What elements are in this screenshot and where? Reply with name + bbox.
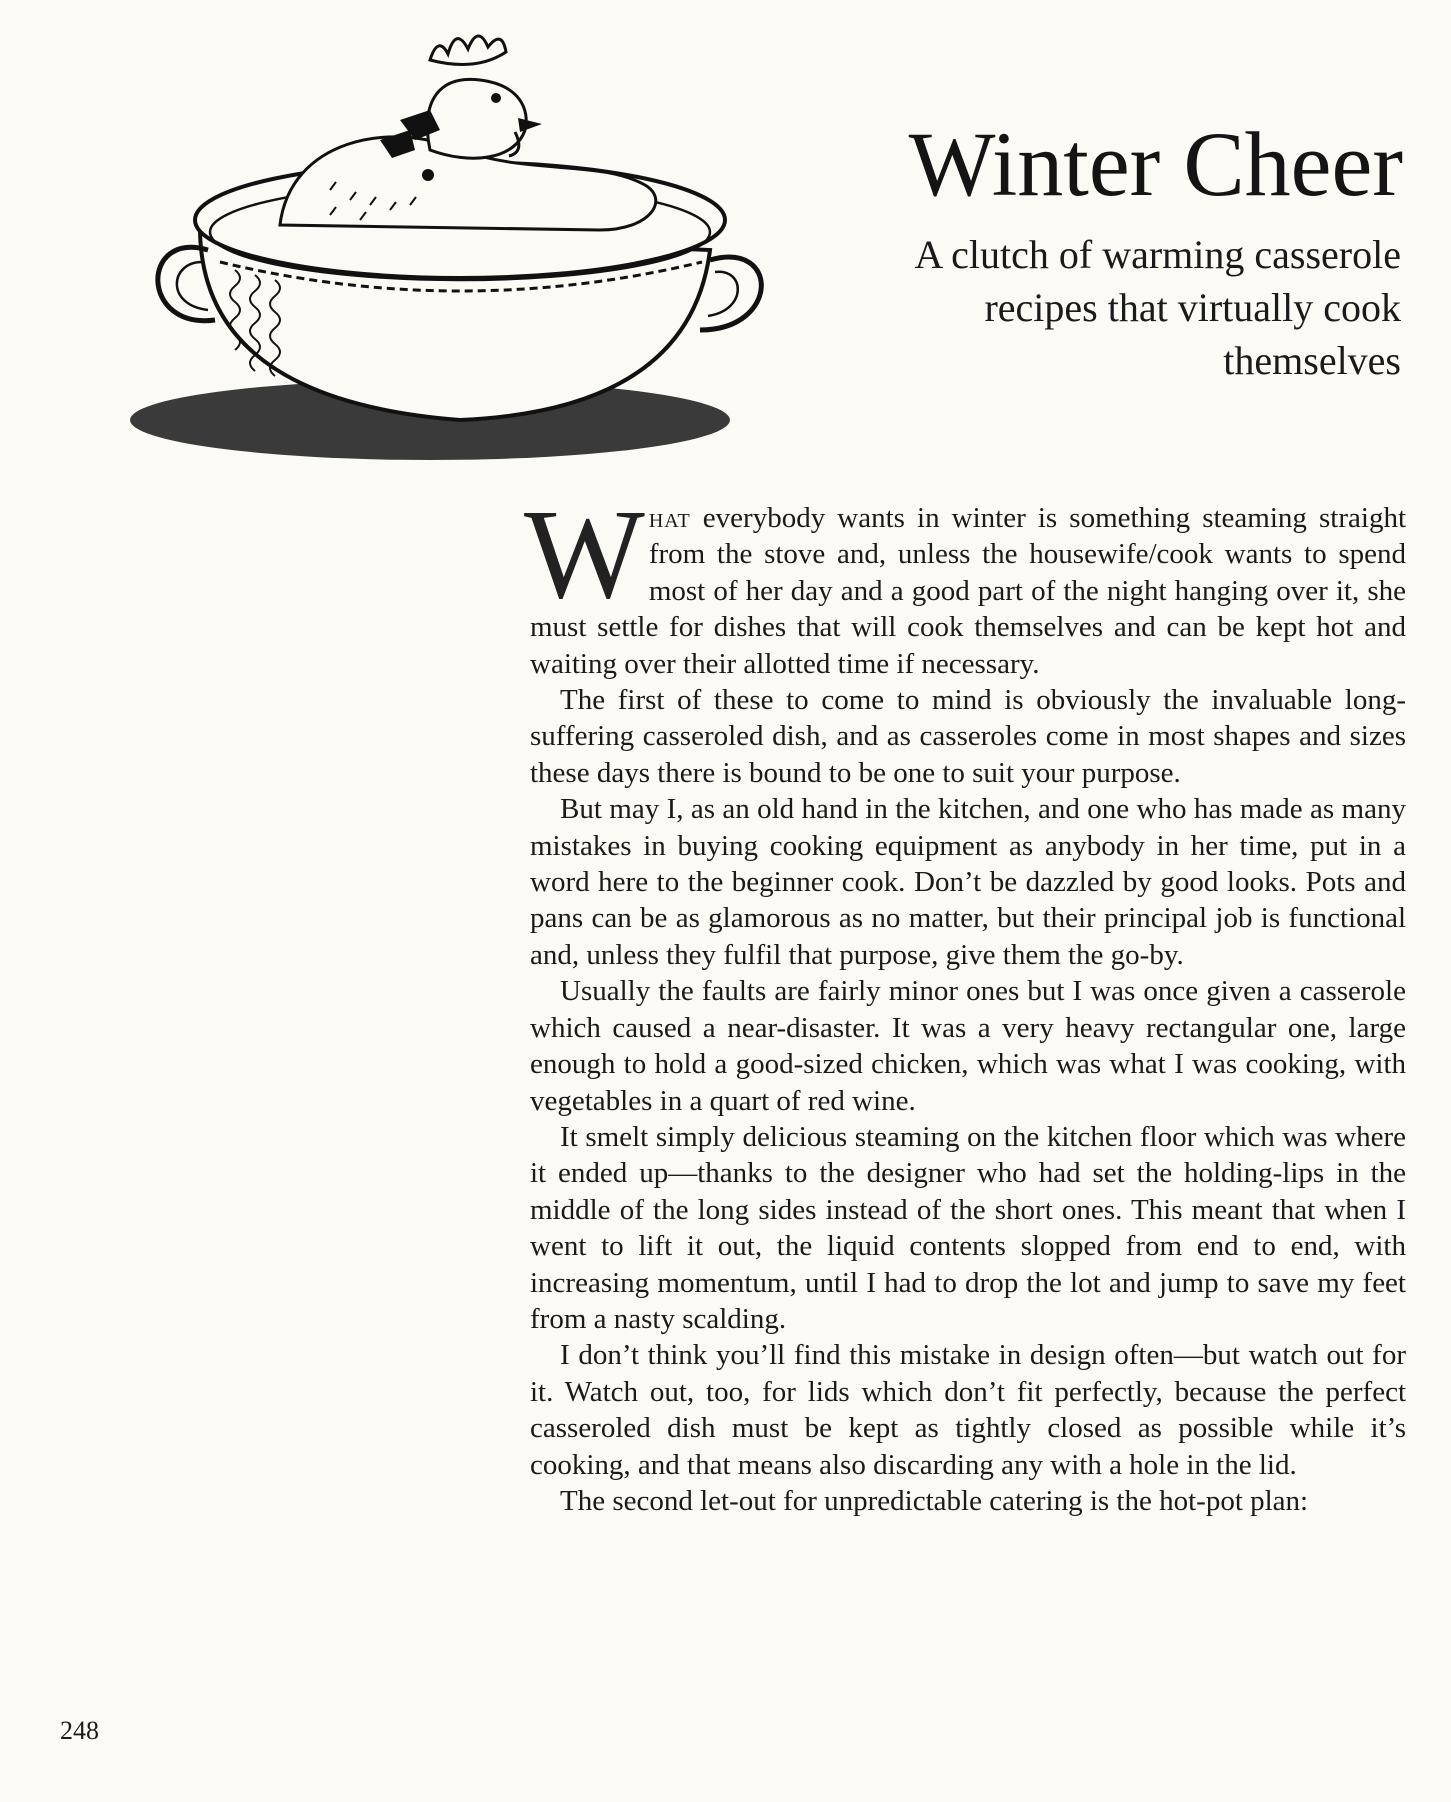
article-subtitle: A clutch of warming casserole recipes that virtually cook themselves [914, 232, 1401, 383]
hen-casserole-dish-illustration [130, 0, 870, 470]
paragraph-6: I don’t think you’ll find this mistake in design often—but watch out for it. Watch out, too, for lids which don’t fit perfectly, because the perfect casseroled dish must be kept as tightly closed as possible while it’s cooking, and that means also discarding any with a hole in the lid. [530, 1339, 1406, 1481]
drop-cap: W [524, 483, 645, 625]
first-word-rest: hat [648, 502, 691, 534]
page-number: 248 [60, 1716, 99, 1745]
paragraph-4: Usually the faults are fairly minor ones but I was once given a casserole which caused a near-disaster. It was a very heavy rectangular one, large enough to hold a good-sized chicken, which was what I was cooking, with vegetables in a quart of red wine. [530, 975, 1406, 1117]
paragraph-1 [524, 483, 1406, 682]
article-title: Winter Cheer [908, 113, 1403, 215]
paragraph-3: But may I, as an old hand in the kitchen, and one who has made as many mistakes in buying cooking equipment as anybody in her time, put in a word here to the beginner cook. Don’t be dazzled by good looks. Pots and pans can be as glamorous as no matter, but their principal job is functional and, unless they fulfil that purpose, give them the go-by. [530, 793, 1406, 971]
paragraph-7: The second let-out for unpredictable catering is the hot-pot plan: [560, 1484, 1309, 1517]
paragraph-1-text: everybody wants in winter is something steaming straight from the stove and, unless the housewife/cook wants to spend most of her day and a good part of the night hanging over it, she must settle for dishes that will cook themselves and can be kept hot and waiting over their allotted time if necessary. [530, 502, 1406, 680]
paragraph-2: The first of these to come to mind is obviously the invaluable long-suffering casseroled dish, and as casseroles come in most shapes and sizes these days there is bound to be one to suit your purpose. [530, 684, 1406, 789]
article-body [524, 483, 1406, 1519]
paragraph-5: It smelt simply delicious steaming on the kitchen floor which was where it ended up—thanks to the designer who had set the holding-lips in the middle of the long sides instead of the short ones. This meant that when I went to lift it out, the liquid contents slopped from end to end, with increasing momentum, until I had to drop the lot and jump to save my feet from a nasty scalding. [530, 1120, 1406, 1335]
